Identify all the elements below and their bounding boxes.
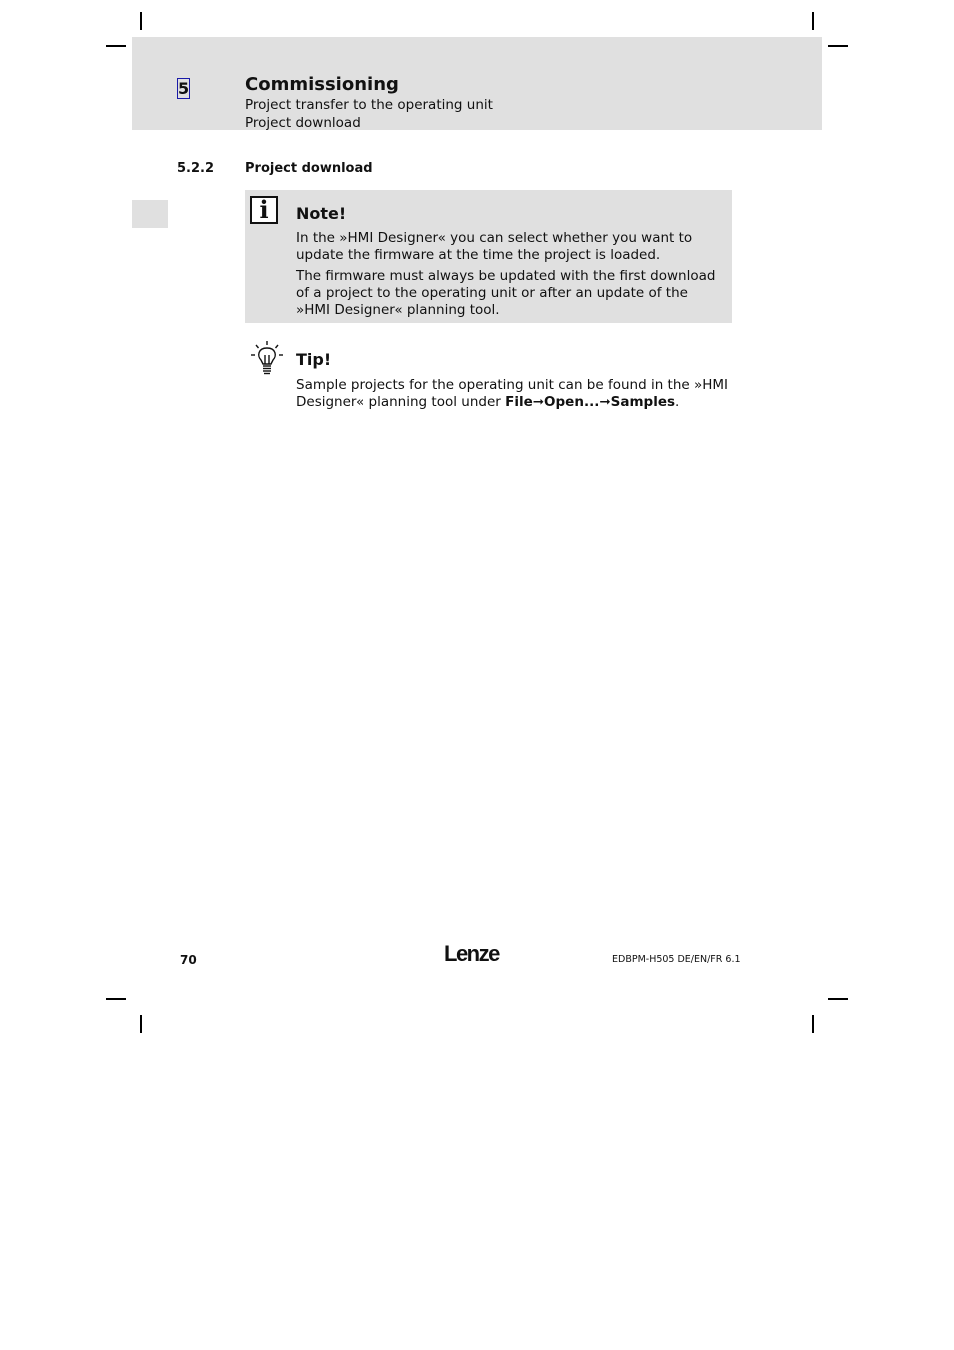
document-code: EDBPM-H505 DE/EN/FR 6.1: [612, 954, 741, 965]
crop-mark: [812, 1015, 814, 1033]
crop-mark: [106, 998, 126, 1000]
tip-text: Sample projects for the operating unit can be found in the »HMI Designer« planning tool under: [296, 377, 729, 410]
crop-mark: [140, 12, 142, 30]
header-subtitle-2: Project download: [245, 115, 361, 131]
crop-mark: [812, 12, 814, 30]
arrow-icon: ➞: [599, 394, 611, 410]
section-title: Project download: [245, 161, 373, 176]
note-paragraph-1: In the »HMI Designer« you can select whether you want to update the firmware at the time the project is loaded.: [296, 230, 693, 263]
crop-mark: [828, 45, 848, 47]
crop-mark: [828, 998, 848, 1000]
note-title: Note!: [296, 204, 347, 223]
crop-mark: [106, 45, 126, 47]
menu-open: Open...: [544, 394, 600, 410]
crop-mark: [140, 1015, 142, 1033]
chapter-title: Commissioning: [245, 74, 399, 95]
header-subtitle-1: Project transfer to the operating unit: [245, 97, 493, 113]
tip-title: Tip!: [296, 350, 332, 369]
chapter-number: 5: [178, 79, 190, 98]
section-number: 5.2.2: [177, 161, 215, 176]
page-number: 70: [180, 953, 197, 967]
header-band: [132, 37, 822, 130]
arrow-icon: ➞: [532, 394, 545, 410]
side-tab-marker: [132, 200, 168, 228]
menu-samples: Samples: [610, 394, 676, 410]
lenze-logo: Lenze: [444, 941, 499, 966]
lightbulb-icon: [250, 340, 284, 376]
menu-file: File: [505, 394, 533, 410]
info-icon: i: [250, 196, 278, 224]
tip-paragraph: [296, 377, 736, 411]
tip-text-end: .: [675, 394, 680, 410]
note-paragraph-2: The firmware must always be updated with the first download of a project to the operating unit or after an update of the »HMI Designer« planning tool.: [296, 268, 716, 318]
